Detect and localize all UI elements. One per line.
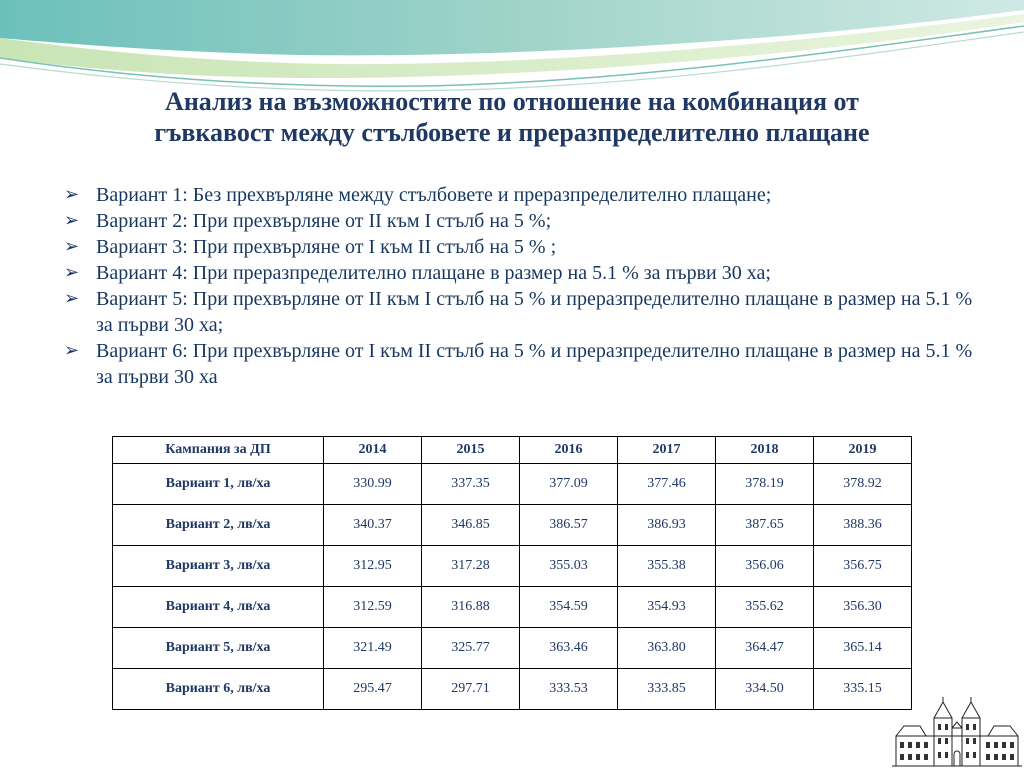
table-cell: 333.85 [618,669,716,710]
table-cell: 377.09 [520,464,618,505]
slide-title [40,86,984,148]
arrow-bullet-icon: ➢ [64,262,80,283]
table-header-row [113,437,912,464]
list-item [64,260,984,286]
table-cell: 337.35 [422,464,520,505]
list-item-text: Вариант 3: При прехвърляне от I към II стълб на 5 % ; [96,236,557,258]
arrow-bullet-icon: ➢ [64,210,80,231]
arrow-bullet-icon: ➢ [64,340,80,361]
table-header-cell: 2017 [618,437,716,464]
table-cell: 297.71 [422,669,520,710]
table-cell: 346.85 [422,505,520,546]
list-item-text: Вариант 4: При преразпределително плащане в размер на 5.1 % за първи 30 ха; [96,262,771,284]
university-building-logo-icon [890,696,1024,768]
list-item-text: Вариант 1: Без прехвърляне между стълбовете и преразпределително плащане; [96,184,772,206]
table-cell: 325.77 [422,628,520,669]
list-item [64,338,984,390]
table-cell: 354.59 [520,587,618,628]
table-row-label: Вариант 5, лв/ха [113,628,324,669]
table-cell: 356.30 [814,587,912,628]
table-cell: 354.93 [618,587,716,628]
arrow-bullet-icon: ➢ [64,236,80,257]
payments-table [112,436,912,710]
table-cell: 378.92 [814,464,912,505]
table-cell: 365.14 [814,628,912,669]
table-row [113,505,912,546]
table-cell: 317.28 [422,546,520,587]
list-item-text: Вариант 5: При прехвърляне от II към I стълб на 5 % и преразпределително плащане в размер на 5.1 % за първи 30 ха; [96,288,973,336]
table-cell: 363.46 [520,628,618,669]
table-header-cell: Кампания за ДП [113,437,324,464]
table-row [113,669,912,710]
list-item [64,208,984,234]
table-row-label: Вариант 6, лв/ха [113,669,324,710]
list-item-text: Вариант 2: При прехвърляне от II към I стълб на 5 %; [96,210,552,232]
variant-list [64,182,984,390]
table-row [113,546,912,587]
table-cell: 312.59 [324,587,422,628]
arrow-bullet-icon: ➢ [64,288,80,309]
arrow-bullet-icon: ➢ [64,184,80,205]
table-cell: 388.36 [814,505,912,546]
table-header-cell: 2019 [814,437,912,464]
table-row [113,628,912,669]
table-row [113,464,912,505]
table-cell: 387.65 [716,505,814,546]
slide-title-line-2: гъвкавост между стълбовете и преразпределително плащане [154,118,870,147]
table-header-cell: 2018 [716,437,814,464]
table-cell: 356.75 [814,546,912,587]
slide-title-line-1: Анализ на възможностите по отношение на комбинация от [165,87,859,116]
table-row-label: Вариант 3, лв/ха [113,546,324,587]
table-cell: 355.38 [618,546,716,587]
table-cell: 355.03 [520,546,618,587]
table-cell: 295.47 [324,669,422,710]
table-cell: 330.99 [324,464,422,505]
table-cell: 377.46 [618,464,716,505]
table-row-label: Вариант 4, лв/ха [113,587,324,628]
table-cell: 364.47 [716,628,814,669]
table-cell: 340.37 [324,505,422,546]
list-item-text: Вариант 6: При прехвърляне от I към II стълб на 5 % и преразпределително плащане в размер на 5.1 % за първи 30 ха [96,340,973,388]
table-cell: 334.50 [716,669,814,710]
table-cell: 312.95 [324,546,422,587]
table-header-cell: 2014 [324,437,422,464]
table-cell: 335.15 [814,669,912,710]
table-cell: 355.62 [716,587,814,628]
table-cell: 356.06 [716,546,814,587]
table-row [113,587,912,628]
table-cell: 363.80 [618,628,716,669]
table-cell: 386.93 [618,505,716,546]
table-cell: 378.19 [716,464,814,505]
table-row-label: Вариант 2, лв/ха [113,505,324,546]
list-item [64,286,984,338]
table-cell: 316.88 [422,587,520,628]
list-item [64,182,984,208]
table-header-cell: 2016 [520,437,618,464]
table-cell: 386.57 [520,505,618,546]
table-header-cell: 2015 [422,437,520,464]
table-cell: 333.53 [520,669,618,710]
list-item [64,234,984,260]
table-cell: 321.49 [324,628,422,669]
table-row-label: Вариант 1, лв/ха [113,464,324,505]
